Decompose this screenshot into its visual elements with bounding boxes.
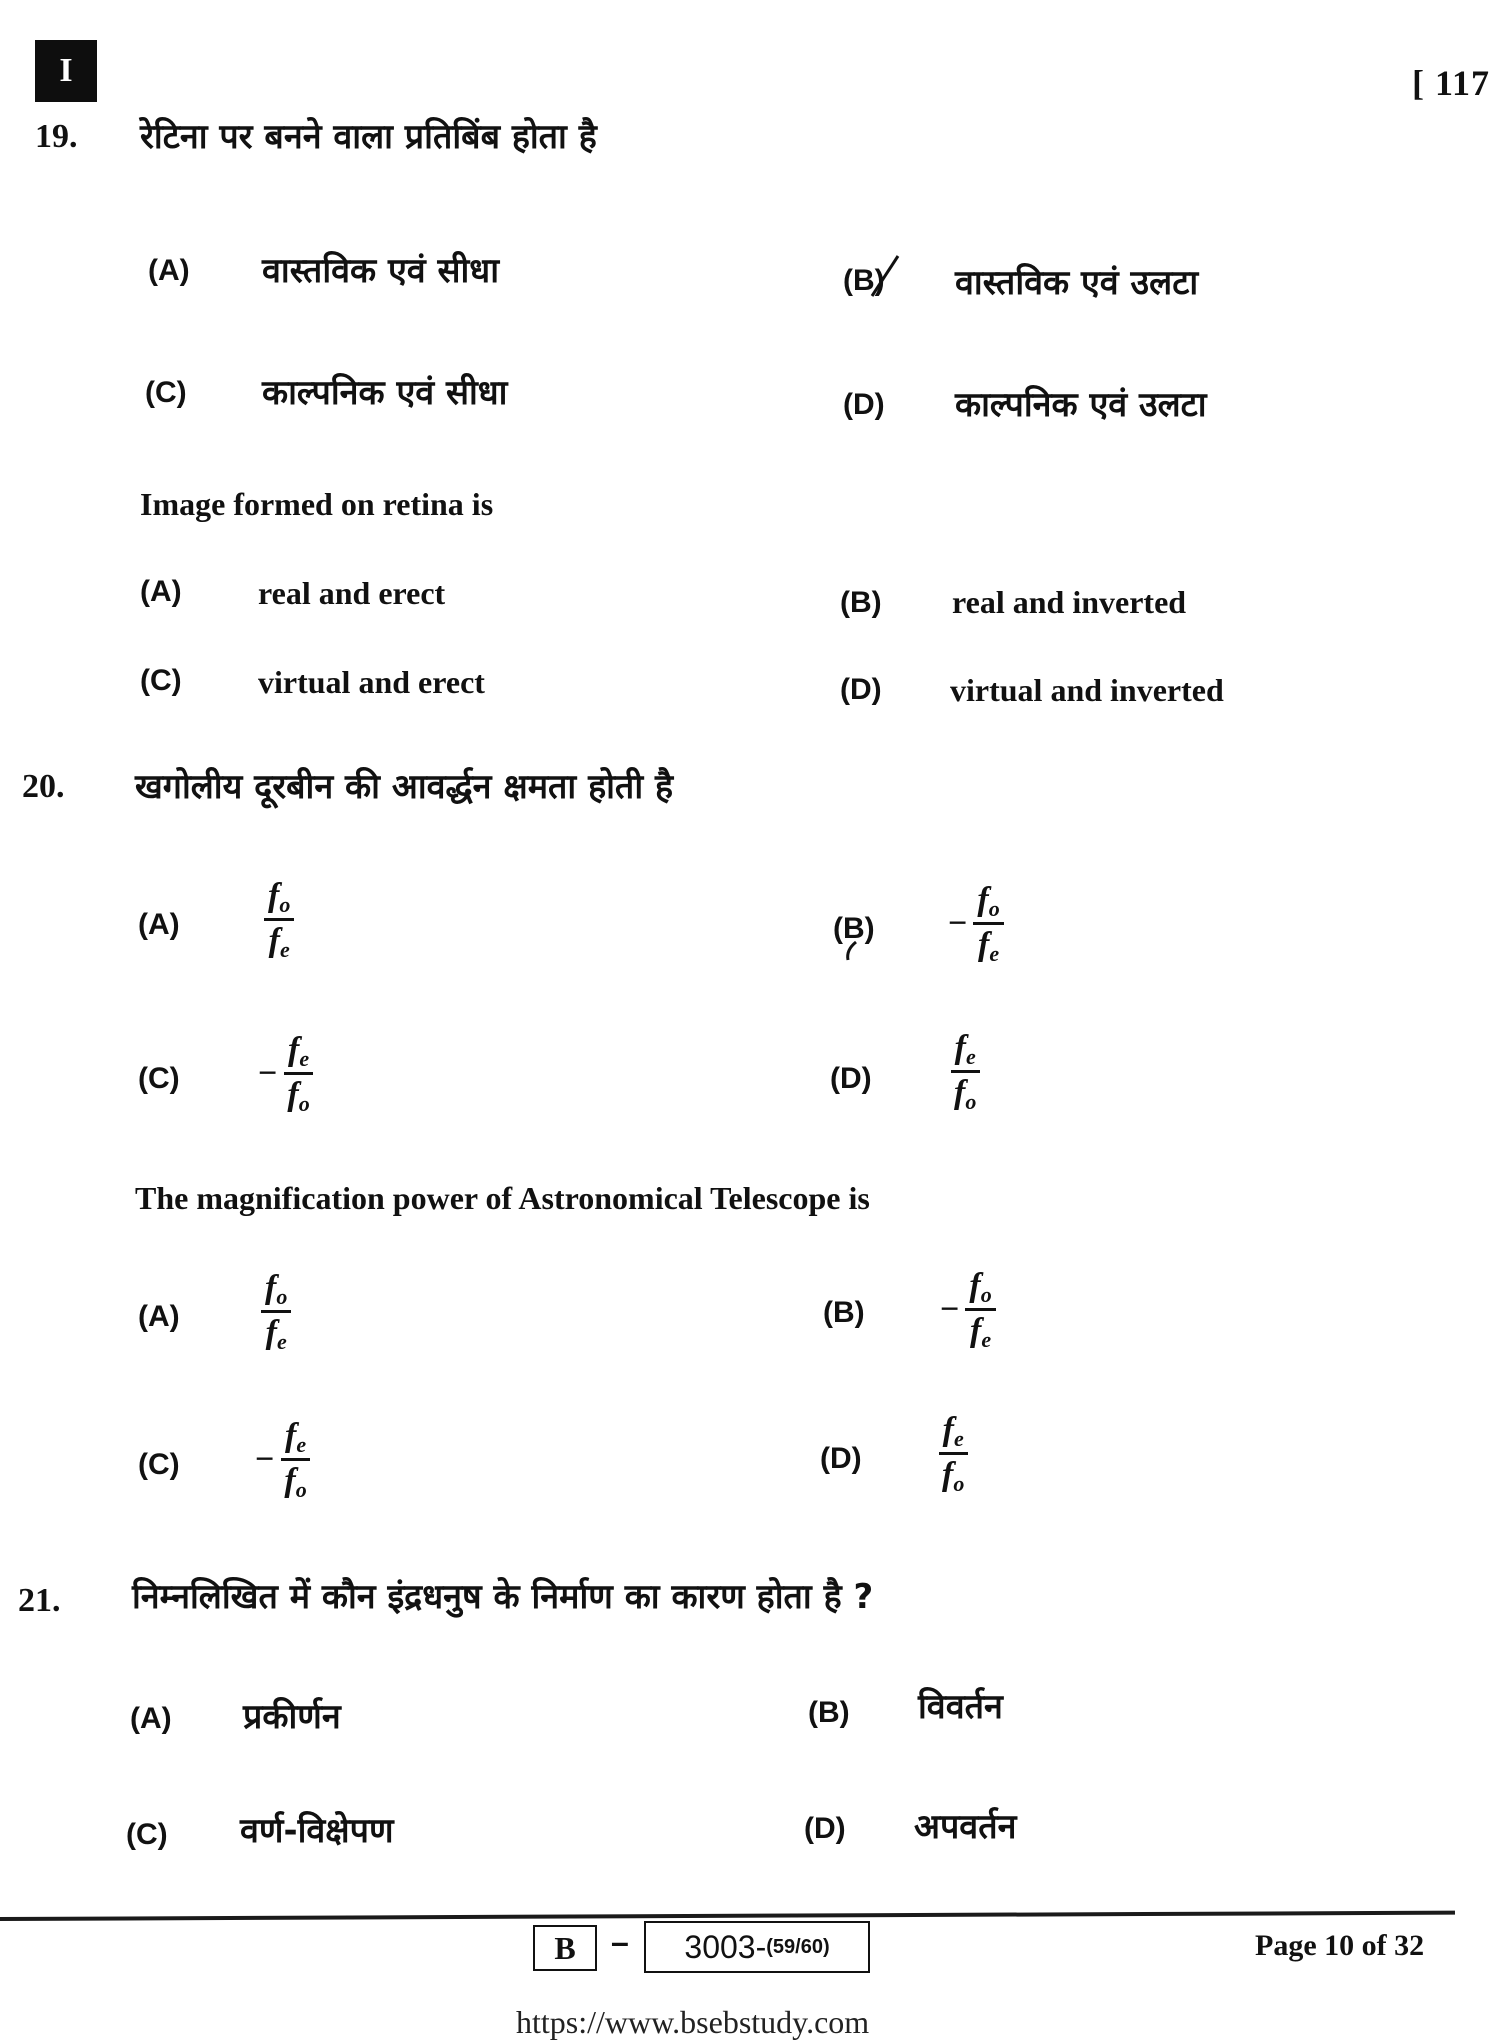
- tick-mark-icon: [868, 252, 902, 300]
- question-text-english: Image formed on retina is: [140, 486, 494, 522]
- fraction-formula: − $\frac{f_e}{f_o}$: [255, 1418, 311, 1501]
- paper-code: 3003-: [684, 1928, 767, 1965]
- option-label: (B): [843, 264, 885, 297]
- option-text: विवर्तन: [918, 1687, 1003, 1727]
- option-label: (A): [138, 908, 180, 941]
- fraction-formula: − $\frac{f_o}{f_e}$: [940, 1268, 996, 1351]
- option-text: काल्पनिक एवं सीधा: [262, 373, 508, 413]
- option-label: (C): [138, 1448, 180, 1481]
- tick-mark-icon: [842, 940, 862, 964]
- option-text: अपवर्तन: [914, 1807, 1017, 1847]
- question-text-hindi: निम्नलिखित में कौन इंद्रधनुष के निर्माण का कारण होता है ?: [132, 1577, 874, 1617]
- option-text: real and inverted: [952, 584, 1187, 620]
- option-text: काल्पनिक एवं उलटा: [955, 385, 1207, 425]
- question-number: 20.: [22, 768, 65, 805]
- option-label: (D): [804, 1812, 846, 1845]
- question-text-english: The magnification power of Astronomical Telescope is: [135, 1180, 870, 1216]
- fraction-formula: $\frac{f_e}{f_o}$: [932, 1412, 968, 1495]
- paper-code-box: [644, 1921, 870, 1973]
- option-label: (C): [138, 1062, 180, 1095]
- option-text: वास्तविक एवं सीधा: [262, 251, 500, 291]
- option-label: (D): [840, 673, 882, 706]
- question-number: 19.: [35, 118, 78, 155]
- option-label: (B): [833, 912, 875, 945]
- question-number: 21.: [18, 1582, 61, 1619]
- option-label: (A): [148, 254, 190, 287]
- section-badge: I: [35, 40, 97, 102]
- fraction-formula: $\frac{f_e}{f_o}$: [944, 1030, 980, 1113]
- option-text: प्रकीर्णन: [243, 1697, 341, 1737]
- option-label: (D): [830, 1062, 872, 1095]
- option-label: (B): [840, 586, 882, 619]
- question-text-hindi: रेटिना पर बनने वाला प्रतिबिंब होता है: [140, 117, 597, 157]
- option-label: (D): [843, 388, 885, 421]
- option-label: (A): [138, 1300, 180, 1333]
- footer-divider: [0, 1911, 1455, 1921]
- option-label: (D): [820, 1442, 862, 1475]
- option-label: (B): [823, 1296, 865, 1329]
- fraction-formula: $\frac{f_o}{f_e}$: [258, 878, 294, 961]
- page-marker: [ 117: [1412, 63, 1491, 103]
- option-text: virtual and inverted: [950, 672, 1224, 708]
- fraction-formula: $\frac{f_o}{f_e}$: [255, 1270, 291, 1353]
- source-url[interactable]: https://www.bsebstudy.com: [516, 2004, 870, 2040]
- option-label: (C): [140, 664, 182, 697]
- option-label: (A): [140, 575, 182, 608]
- option-text: वर्ण-विक्षेपण: [240, 1811, 394, 1851]
- option-text: वास्तविक एवं उलटा: [955, 263, 1199, 303]
- footer-dash: –: [611, 1924, 629, 1960]
- option-label: (C): [126, 1818, 168, 1851]
- option-text: virtual and erect: [258, 664, 485, 700]
- fraction-formula: − $\frac{f_e}{f_o}$: [258, 1032, 314, 1115]
- option-text: real and erect: [258, 575, 446, 611]
- question-text-hindi: खगोलीय दूरबीन की आवर्द्धन क्षमता होती है: [135, 767, 674, 807]
- fraction-formula: − $\frac{f_o}{f_e}$: [948, 882, 1004, 965]
- option-label: (B): [808, 1696, 850, 1729]
- option-label: (A): [130, 1702, 172, 1735]
- series-code-box: B: [533, 1925, 597, 1971]
- paper-code-sub: (59/60): [766, 1935, 830, 1958]
- option-label: (C): [145, 376, 187, 409]
- page-number: Page 10 of 32: [1255, 1929, 1425, 1962]
